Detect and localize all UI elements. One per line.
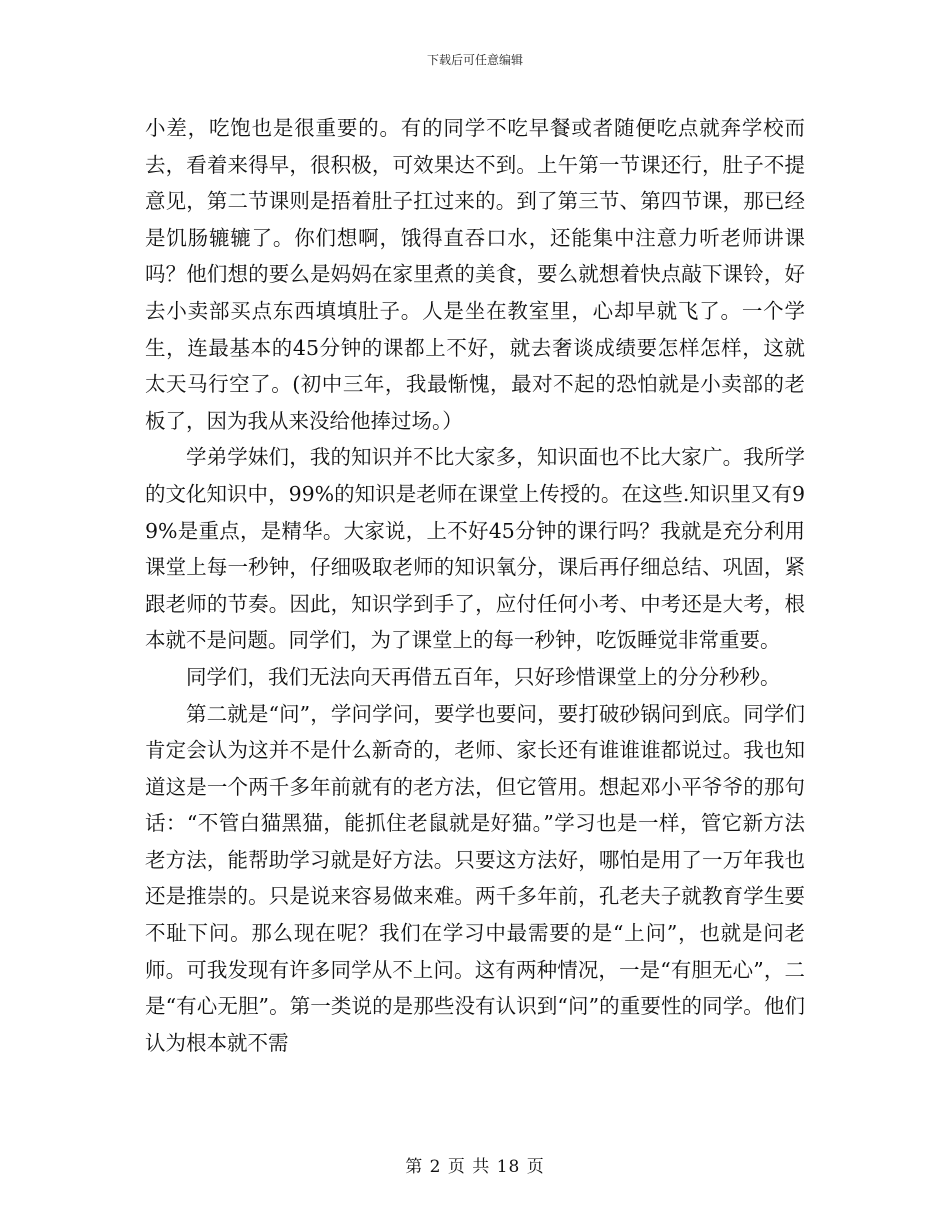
paragraph-3: 同学们，我们无法向天再借五百年，只好珍惜课堂上的分分秒秒。: [186, 664, 781, 689]
paragraph-2: 学弟学妹们，我的知识并不比大家多，知识面也不比大家广。我所学的文化知识中，99%的知识是老师在课堂上传授的。在这些.知识里又有99%是重点，是精华。大家说，上不好45分钟的课行吗？我就是充分利用课堂上每一秒钟，仔细吸取老师的知识氧分，课后再仔细总结、巩固，紧跟老师的节奏。因此，知识学到手了，应付任何小考、中考还是大考，根本就不是问题。同学们，为了课堂上的每一秒钟，吃饭睡觉非常重要。: [145, 445, 805, 653]
paragraph-4: 第二就是“问”，学问学问，要学也要问，要打破砂锅问到底。同学们肯定会认为这并不是什么新奇的，老师、家长还有谁谁谁都说过。我也知道这是一个两千多年前就有的老方法，但它管用。想起邓小平爷爷的那句话：“不管白猫黑猫，能抓住老鼠就是好猫。”学习也是一样，管它新方法老方法，能帮助学习就是好方法。只要这方法好，哪怕是用了一万年我也还是推崇的。只是说来容易做来难。两千多年前，孔老夫子就教育学生要不耻下问。那么现在呢？我们在学习中最需要的是“上问”，也就是问老师。可我发现有许多同学从不上问。这有两种情况，一是“有胆无心”，二是“有心无胆”。第一类说的是那些没有认识到“问”的重要性的同学。他们认为根本就不需: [145, 701, 805, 1055]
page-number: 第 2 页 共 18 页: [405, 1157, 545, 1177]
document-body: [145, 110, 805, 1061]
paragraph-1: 小差，吃饱也是很重要的。有的同学不吃早餐或者随便吃点就奔学校而去，看着来得早，很积极，可效果达不到。上午第一节课还行，肚子不提意见，第二节课则是捂着肚子扛过来的。到了第三节、第四节课，那已经是饥肠辘辘了。你们想啊，饿得直吞口水，还能集中注意力听老师讲课吗？他们想的要么是妈妈在家里煮的美食，要么就想着快点敲下课铃，好去小卖部买点东西填填肚子。人是坐在教室里，心却早就飞了。一个学生，连最基本的45分钟的课都上不好，就去奢谈成绩要怎样怎样，这就太天马行空了。(初中三年，我最惭愧，最对不起的恐怕就是小卖部的老板了，因为我从来没给他捧过场。）: [145, 116, 805, 433]
page-header: [0, 52, 950, 68]
page-footer: [0, 1156, 950, 1178]
header-text: 下载后可任意编辑: [426, 53, 523, 67]
